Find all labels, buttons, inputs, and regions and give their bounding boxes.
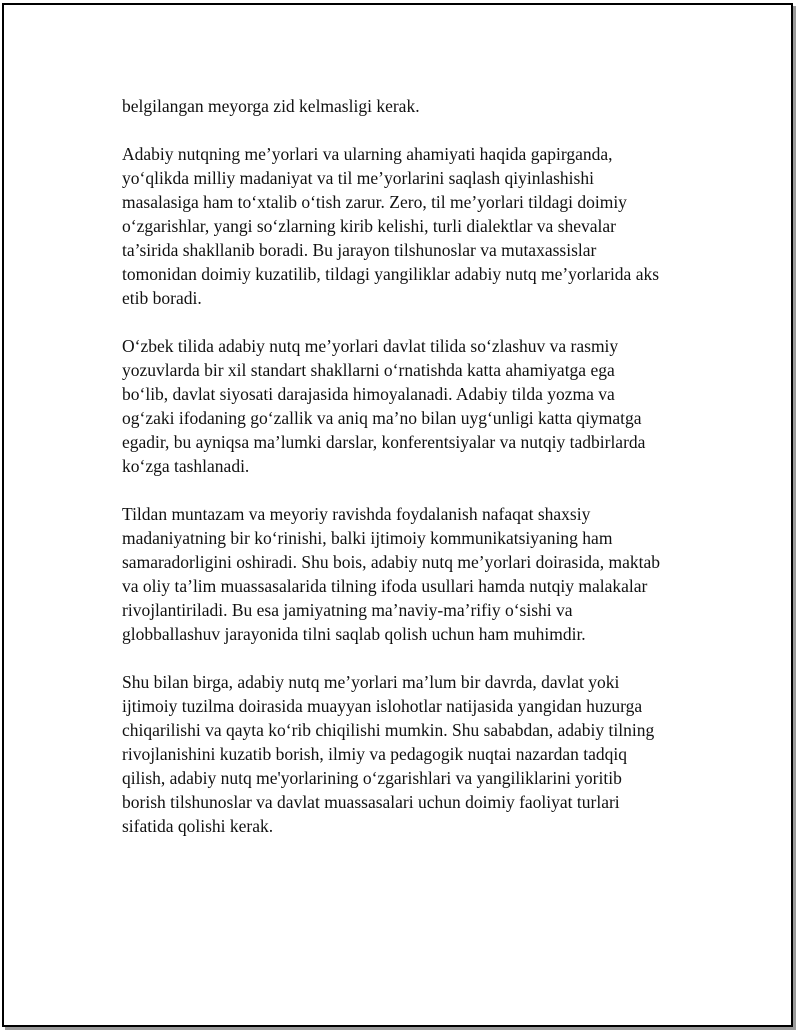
paragraph: Adabiy nutqning me’yorlari va ularning ahamiyati haqida gapirganda, yo‘qlikda milliy madaniyat va til me’yorlarini saqlash qiyinlashishi masalasiga ham to‘xtalib o‘tish zarur. Zero, til me’yorlari tildagi doimiy o‘zgarishlar, yangi so‘zlarning kirib kelishi, turli dialektlar va shevalar ta’sirida shakllanib boradi. Bu jarayon tilshunoslar va mutaxassislar tomonidan doimiy kuzatilib, tildagi yangiliklar adabiy nutq me’yorlarida aks etib boradi. [122,144,660,308]
document-body [122,94,722,862]
paragraph: Tildan muntazam va meyoriy ravishda foydalanish nafaqat shaxsiy madaniyatning bir ko‘rinishi, balki ijtimoiy kommunikatsiyaning ham samaradorligini oshiradi. Shu bois, adabiy nutq me’yorlari doirasida, maktab va oliy ta’lim muassasalarida tilning ifoda usullari hamda nutqiy malakalar rivojlantiriladi. Bu esa jamiyatning ma’naviy-ma’rifiy o‘sishi va globballashuv jarayonida tilni saqlab qolish uchun ham muhimdir. [122,504,661,644]
paragraph: Shu bilan birga, adabiy nutq me’yorlari ma’lum bir davrda, davlat yoki ijtimoiy tuzilma doirasida muayyan islohotlar natijasida yangidan huzurga chiqarilishi va qayta ko‘rib chiqilishi mumkin. Shu sababdan, adabiy tilning rivojlanishini kuzatib borish, ilmiy va pedagogik nuqtai nazardan tadqiq qilish, adabiy nutq me'yorlarining o‘zgarishlari va yangiliklarini yoritib borish tilshunoslar va davlat muassasalari uchun doimiy faoliyat turlari sifatida qolishi kerak. [122,672,655,836]
document-page [2,3,793,1027]
paragraph: O‘zbek tilida adabiy nutq me’yorlari davlat tilida so‘zlashuv va rasmiy yozuvlarda bir xil standart shakllarni o‘rnatishda katta ahamiyatga ega bo‘lib, davlat siyosati darajasida himoyalanadi. Adabiy tilda yozma va og‘zaki ifodaning go‘zallik va aniq ma’no bilan uyg‘unligi katta qiymatga egadir, bu ayniqsa ma’lumki darslar, konferentsiyalar va nutqiy tadbirlarda ko‘zga tashlanadi. [122,336,646,476]
paragraph: belgilangan meyorga zid kelmasligi kerak. [122,96,420,116]
